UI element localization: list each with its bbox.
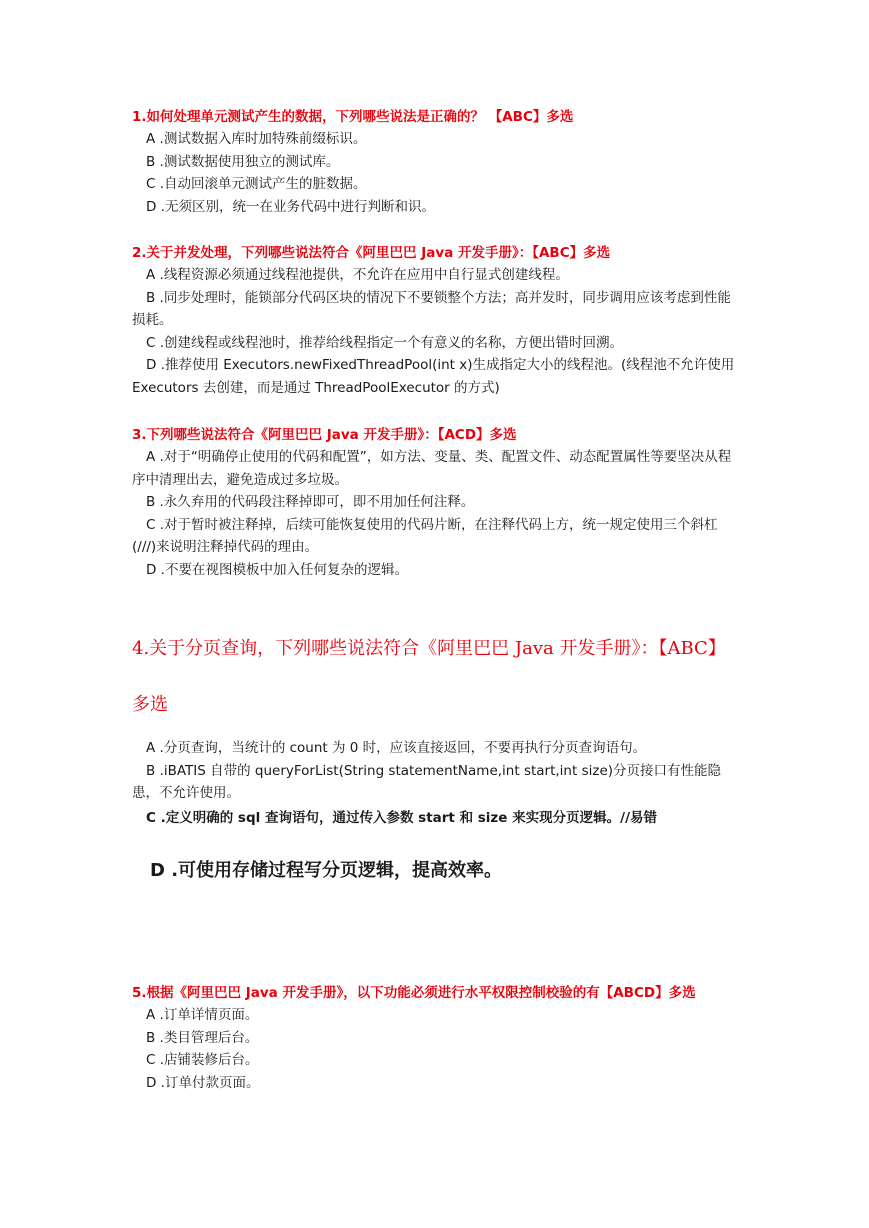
- question-3-title: 3.下列哪些说法符合《阿里巴巴 Java 开发手册》：【ACD】多选: [132, 427, 517, 443]
- question-1-option-a: A .测试数据入库时加特殊前缀标识。: [146, 131, 367, 147]
- question-4-title: [132, 634, 740, 720]
- question-2-option-b: B .同步处理时，能锁部分代码区块的情况下不要锁整个方法；高并发时，同步调用应该考虑到性能损耗。: [132, 289, 731, 328]
- question-5-option-b: B .类目管理后台。: [146, 1029, 259, 1046]
- question-1-option-c: C .自动回滚单元测试产生的脏数据。: [146, 176, 367, 192]
- question-4: [132, 634, 740, 720]
- question-4-option-d-block: [132, 856, 740, 886]
- question-4-title-line-1: 4.关于分页查询，下列哪些说法符合《阿里巴巴 Java 开发手册》：【ABC】: [132, 638, 726, 659]
- question-1: [132, 106, 740, 218]
- question-2-option-a: A .线程资源必须通过线程池提供，不允许在应用中自行显式创建线程。: [146, 267, 569, 283]
- question-5: [132, 982, 740, 1094]
- question-2-option-d: D .推荐使用 Executors.newFixedThreadPool(int x)生成指定大小的线程池。(线程池不允许使用 Executors 去创建，而是通过 ThreadPoolExecutor 的方式): [132, 357, 735, 396]
- question-2: [132, 242, 740, 399]
- question-4-option-b: B .iBATIS 自带的 queryForList(String statementName,int start,int size)分页接口有性能隐患，不允许使用。: [132, 762, 722, 801]
- question-5-option-d: D .订单付款页面。: [146, 1074, 260, 1091]
- question-1-option-b: B .测试数据使用独立的测试库。: [146, 153, 340, 170]
- question-4-options: [132, 737, 740, 829]
- question-4-option-a: A .分页查询，当统计的 count 为 0 时，应该直接返回，不要再执行分页查询语句。: [146, 740, 647, 756]
- question-4-title-line-2: 多选: [132, 694, 168, 715]
- question-3-option-c: C .对于暂时被注释掉，后续可能恢复使用的代码片断，在注释代码上方，统一规定使用三个斜杠(///)来说明注释掉代码的理由。: [132, 516, 718, 555]
- question-3-option-d: D .不要在视图模板中加入任何复杂的逻辑。: [146, 561, 408, 578]
- question-3-option-b: B .永久弃用的代码段注释掉即可，即不用加任何注释。: [146, 494, 475, 510]
- question-2-option-c: C .创建线程或线程池时，推荐给线程指定一个有意义的名称，方便出错时回溯。: [146, 334, 624, 351]
- question-4-option-d: D .可使用存储过程写分页逻辑，提高效率。: [150, 860, 503, 881]
- question-3: [132, 424, 740, 581]
- question-2-title: 2.关于并发处理，下列哪些说法符合《阿里巴巴 Java 开发手册》：【ABC】多选: [132, 245, 611, 261]
- question-4-option-c: C .定义明确的 sql 查询语句，通过传入参数 start 和 size 来实现分页逻辑。//易错: [146, 809, 658, 826]
- question-5-option-a: A .订单详情页面。: [146, 1007, 259, 1023]
- question-1-option-d: D .无须区别，统一在业务代码中进行判断和识。: [146, 198, 435, 215]
- question-1-title: 1.如何处理单元测试产生的数据，下列哪些说法是正确的？ 【ABC】多选: [132, 109, 574, 125]
- question-5-title: 5.根据《阿里巴巴 Java 开发手册》，以下功能必须进行水平权限控制校验的有【ABCD】多选: [132, 985, 696, 1001]
- question-5-option-c: C .店铺装修后台。: [146, 1052, 259, 1068]
- question-3-option-a: A .对于“明确停止使用的代码和配置”，如方法、变量、类、配置文件、动态配置属性等要坚决从程序中清理出去，避免造成过多垃圾。: [132, 449, 732, 488]
